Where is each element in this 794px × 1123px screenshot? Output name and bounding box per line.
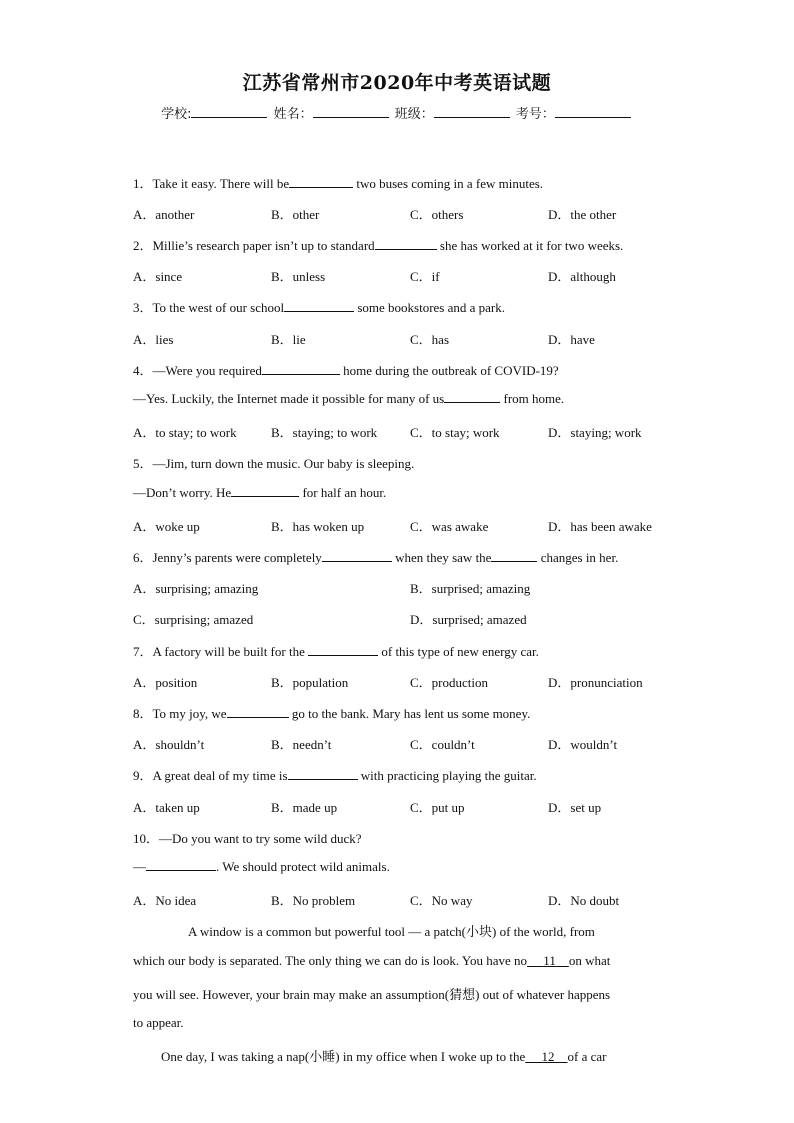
passage-line-5: One day, I was taking a nap(小睡) in my office when I woke up to the 12 of a car [161,1049,607,1064]
q2-option-d[interactable]: D．although [548,269,616,284]
question-4-stem: 4．—Were you required home during the outbreak of COVID-19? [133,363,559,378]
q5-option-a[interactable]: A．woke up [133,519,200,534]
answer-blank[interactable] [444,391,500,403]
question-7-stem: 7．A factory will be built for the of this type of new energy car. [133,644,539,659]
answer-blank[interactable] [262,363,340,375]
q2-option-c[interactable]: C．if [410,269,440,284]
q10-option-d[interactable]: D．No doubt [548,893,620,908]
cloze-blank-11[interactable]: 11 [543,953,556,968]
q7-option-d[interactable]: D．pronunciation [548,675,643,690]
question-9-stem: 9．A great deal of my time is with practicing playing the guitar. [133,768,537,783]
q3-option-d[interactable]: D．have [548,332,595,347]
q1-option-d[interactable]: D．the other [548,207,617,222]
question-5-stem-2: —Don’t worry. He for half an hour. [133,485,387,500]
cloze-blank-12[interactable]: 12 [541,1049,555,1064]
name-blank[interactable] [313,105,389,118]
answer-blank[interactable] [227,706,289,718]
q8-option-a[interactable]: A．shouldn’t [133,737,205,752]
question-4-stem-2: —Yes. Luckily, the Internet made it possible for many of us from home. [133,391,565,406]
q3-option-b[interactable]: B．lie [271,332,306,347]
q8-option-b[interactable]: B．needn’t [271,737,332,752]
class-blank[interactable] [434,105,510,118]
q4-option-b[interactable]: B．staying; to work [271,425,378,440]
student-info-line [0,103,794,122]
school-blank[interactable] [191,105,267,118]
q7-option-c[interactable]: C．production [410,675,488,690]
answer-blank[interactable] [289,176,353,188]
q2-option-b[interactable]: B．unless [271,269,326,284]
answer-blank[interactable] [146,859,216,871]
q10-option-a[interactable]: A．No idea [133,893,197,908]
q5-option-b[interactable]: B．has woken up [271,519,365,534]
q1-option-c[interactable]: C．others [410,207,464,222]
q9-option-d[interactable]: D．set up [548,800,602,815]
answer-blank[interactable] [308,644,378,656]
passage-line-4: to appear. [133,1015,184,1030]
q1-option-a[interactable]: A．another [133,207,195,222]
q4-option-c[interactable]: C．to stay; work [410,425,500,440]
answer-blank[interactable] [322,550,392,562]
answer-blank[interactable] [288,768,358,780]
q1-option-b[interactable]: B．other [271,207,320,222]
question-8-stem: 8．To my joy, we go to the bank. Mary has lent us some money. [133,706,531,721]
q7-option-b[interactable]: B．population [271,675,349,690]
q9-option-c[interactable]: C．put up [410,800,465,815]
q4-option-d[interactable]: D．staying; work [548,425,642,440]
question-1-stem: 1．Take it easy. There will be two buses coming in a few minutes. [133,176,544,191]
question-10-stem-2: — . We should protect wild animals. [133,859,390,874]
q5-option-c[interactable]: C．was awake [410,519,489,534]
question-10-stem: 10．—Do you want to try some wild duck? [133,831,362,846]
passage-line-2: which our body is separated. The only thing we can do is look. You have no 11 on what [133,953,611,968]
answer-blank[interactable] [231,485,299,497]
q3-option-c[interactable]: C．has [410,332,450,347]
answer-blank[interactable] [491,550,537,562]
q10-option-c[interactable]: C．No way [410,893,473,908]
exam-number-blank[interactable] [555,105,631,118]
q2-option-a[interactable]: A．since [133,269,183,284]
question-6-stem: 6．Jenny’s parents were completely when they saw the changes in her. [133,550,619,565]
q3-option-a[interactable]: A．lies [133,332,174,347]
question-2-stem: 2．Millie’s research paper isn’t up to standard she has worked at it for two weeks. [133,238,624,253]
q9-option-a[interactable]: A．taken up [133,800,200,815]
q6-option-b[interactable]: B．surprised; amazing [410,581,531,596]
q5-option-d[interactable]: D．has been awake [548,519,652,534]
class-label: 班级： [394,107,434,122]
q8-option-c[interactable]: C．couldn’t [410,737,475,752]
q10-option-b[interactable]: B．No problem [271,893,356,908]
answer-blank[interactable] [375,238,437,250]
answer-blank[interactable] [284,300,354,312]
q9-option-b[interactable]: B．made up [271,800,338,815]
name-label: 姓名： [273,107,313,122]
question-5-stem: 5．—Jim, turn down the music. Our baby is sleeping. [133,456,415,471]
q6-option-d[interactable]: D．surprised; amazed [410,612,527,627]
question-3-stem: 3．To the west of our school some bookstores and a park. [133,300,506,315]
passage-line-1: A window is a common but powerful tool — a patch(小块) of the world, from [188,924,595,939]
q4-option-a[interactable]: A．to stay; to work [133,425,237,440]
q8-option-d[interactable]: D．wouldn’t [548,737,618,752]
q7-option-a[interactable]: A．position [133,675,198,690]
q6-option-a[interactable]: A．surprising; amazing [133,581,259,596]
q6-option-c[interactable]: C．surprising; amazed [133,612,254,627]
passage-line-3: you will see. However, your brain may make an assumption(猜想) out of whatever happens [133,987,611,1002]
school-label: 学校: [161,107,192,122]
exam-number-label: 考号： [515,107,555,122]
page-title: 江苏省常州市2020年中考英语试题 [242,72,552,94]
